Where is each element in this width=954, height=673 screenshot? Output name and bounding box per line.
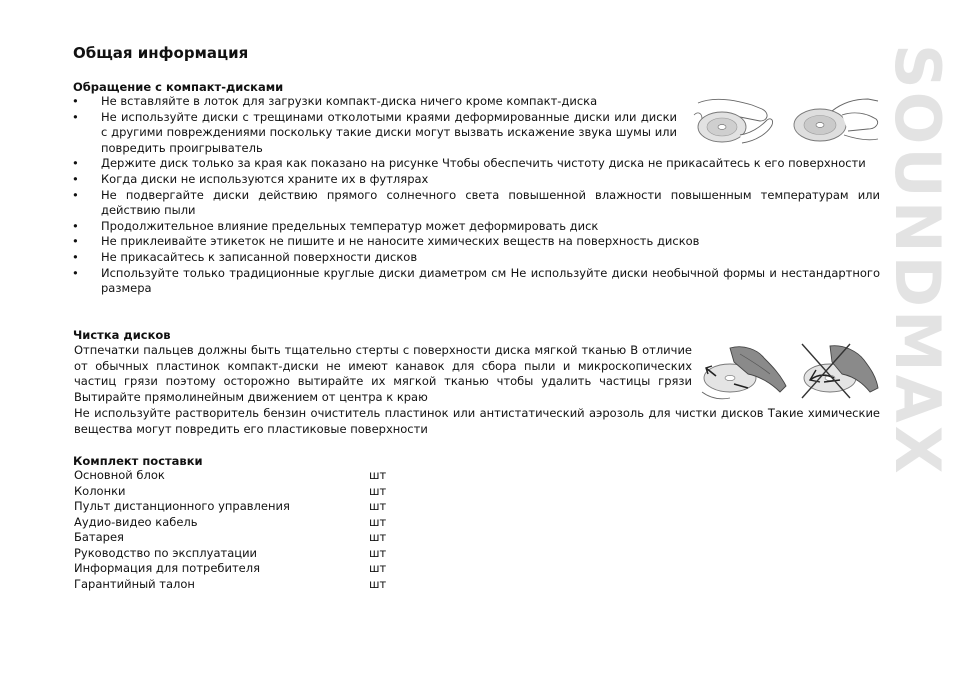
wipe-disc-wrong-icon bbox=[802, 344, 878, 398]
list-item: • Используйте только традиционные круглые диски диаметром см Не используйте диски необычной формы и нестандартного размера bbox=[72, 266, 880, 297]
package-item-unit: шт bbox=[369, 483, 387, 498]
table-row bbox=[74, 530, 409, 546]
brand-logo: SOUNDMAX bbox=[881, 44, 954, 477]
disc-handling-illustration bbox=[692, 95, 882, 155]
wipe-disc-correct-icon bbox=[702, 347, 786, 399]
package-item-name: Колонки bbox=[74, 483, 126, 498]
package-heading: Комплект поставки bbox=[73, 454, 203, 468]
table-row bbox=[74, 484, 409, 500]
package-item-unit: шт bbox=[369, 468, 387, 482]
list-item: • Когда диски не используются храните их в футлярах bbox=[72, 172, 880, 188]
package-item-unit: шт bbox=[369, 514, 387, 529]
package-item-unit: шт bbox=[369, 545, 387, 560]
package-item-name: Руководство по эксплуатации bbox=[74, 545, 258, 560]
package-item-unit: шт bbox=[369, 499, 387, 513]
package-item-unit: шт bbox=[369, 561, 387, 575]
table-row bbox=[74, 577, 409, 593]
package-item-name: Аудио-видео кабель bbox=[74, 514, 198, 529]
list-item: • Держите диск только за края как показано на рисунке Чтобы обеспечить чистоту диска не прикасайтесь к его поверхности bbox=[72, 156, 880, 172]
disc-cleaning-illustration bbox=[700, 340, 880, 402]
package-item-name: Основной блок bbox=[74, 468, 165, 482]
package-item-name: Батарея bbox=[74, 530, 124, 544]
hand-holding-disc-icon bbox=[694, 99, 773, 143]
cleaning-paragraph-2: Не используйте растворитель бензин очиститель пластинок или антистатический аэрозоль для чистки дисков Такие химические вещества могут повредить его пластиковые поверхности bbox=[74, 406, 880, 436]
table-row bbox=[74, 546, 409, 562]
list-item: • Продолжительное влияние предельных температур может деформировать диск bbox=[72, 219, 880, 235]
package-item-name: Пульт дистанционного управления bbox=[74, 499, 290, 513]
table-row bbox=[74, 561, 409, 577]
package-item-unit: шт bbox=[369, 530, 387, 544]
list-item: • Не приклеивайте этикеток не пишите и не наносите химических веществ на поверхность дисков bbox=[72, 234, 880, 250]
table-row bbox=[74, 468, 409, 484]
table-row bbox=[74, 515, 409, 531]
cleaning-paragraph-1: Отпечатки пальцев должны быть тщательно стерты с поверхности диска мягкой тканью В отличие от обычных пластинок компакт-диски не имеют канавок для сбора пыли и микроскопических частиц грязи поэтому осторожно вытирайте их мягкой тканью чтобы удалить частицы грязи Вытирайте прямолинейным движением от центра к краю bbox=[74, 343, 692, 404]
list-item: • Не используйте диски с трещинами отколотыми краями деформированные диски или диски с другими повреждениями поскольку такие диски могут вызвать искажение звука шумы или повредить проигрыватель bbox=[72, 110, 677, 157]
page-title: Общая информация bbox=[73, 44, 249, 62]
package-item-unit: шт bbox=[369, 576, 387, 591]
package-table bbox=[74, 468, 409, 592]
table-row bbox=[74, 499, 409, 515]
list-item: • Не вставляйте в лоток для загрузки компакт-диска ничего кроме компакт-диска bbox=[72, 94, 677, 110]
list-item: • Не подвергайте диски действию прямого солнечного света повышенной влажности повышенным температурам или действию пыли bbox=[72, 188, 880, 219]
cleaning-heading: Чистка дисков bbox=[73, 328, 171, 342]
package-item-name: Информация для потребителя bbox=[74, 561, 260, 575]
list-item: • Не прикасайтесь к записанной поверхности дисков bbox=[72, 250, 880, 266]
package-item-name: Гарантийный талон bbox=[74, 576, 195, 591]
fingers-on-disc-edge-icon bbox=[794, 99, 878, 141]
handling-heading: Обращение с компакт-дисками bbox=[73, 80, 284, 94]
